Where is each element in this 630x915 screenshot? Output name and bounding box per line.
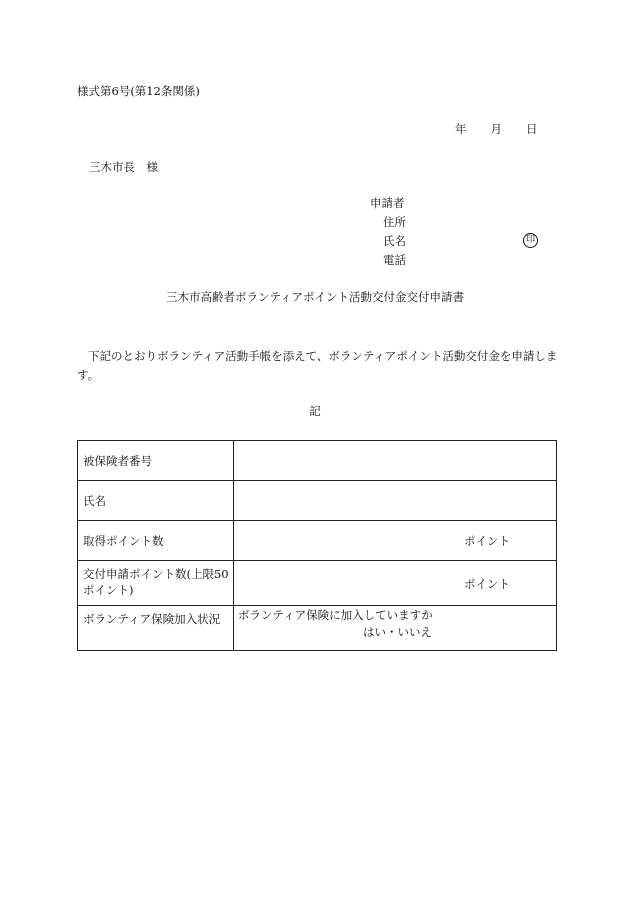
applicant-name-label: 氏名 xyxy=(383,234,406,248)
ki-heading: 記 xyxy=(309,404,321,418)
requested-points-field[interactable] xyxy=(234,561,557,606)
application-table xyxy=(77,440,557,651)
date-line xyxy=(455,124,538,136)
table-row xyxy=(78,481,557,521)
table-row xyxy=(78,561,557,606)
insurance-answer-options[interactable]: はい・いいえ xyxy=(363,625,432,639)
name-field[interactable] xyxy=(234,481,557,521)
applicant-phone-label: 電話 xyxy=(383,253,406,267)
row-label-insurance-status: ボランティア保険加入状況 xyxy=(78,606,234,651)
applicant-heading: 申請者 xyxy=(370,196,405,210)
table-row xyxy=(78,606,557,651)
applicant-address-label: 住所 xyxy=(383,215,406,229)
row-label-name: 氏名 xyxy=(78,481,234,521)
insurance-status-field[interactable] xyxy=(234,606,557,651)
date-month: 月 xyxy=(490,122,502,136)
document-title: 三木市高齢者ボランティアポイント活動交付金交付申請書 xyxy=(165,290,465,304)
table-row xyxy=(78,521,557,561)
insured-number-field[interactable] xyxy=(234,441,557,481)
row-label-requested-points: 交付申請ポイント数(上限50ポイント) xyxy=(78,561,234,606)
addressee: 三木市長 様 xyxy=(89,160,158,174)
body-text: 下記のとおりボランティア活動手帳を添えて、ボランティアポイント活動交付金を申請します。 xyxy=(77,349,558,382)
insurance-question: ボランティア保険に加入していますか xyxy=(238,608,433,622)
acquired-points-field[interactable] xyxy=(234,521,557,561)
date-day: 日 xyxy=(526,122,538,136)
row-label-acquired-points: 取得ポイント数 xyxy=(78,521,234,561)
table-row xyxy=(78,441,557,481)
acquired-points-unit: ポイント xyxy=(464,534,510,548)
row-label-insured-number: 被保険者番号 xyxy=(78,441,234,481)
date-year: 年 xyxy=(455,122,467,136)
form-number: 様式第6号(第12条関係) xyxy=(77,84,200,98)
applicant-block xyxy=(370,198,550,268)
requested-points-unit: ポイント xyxy=(464,577,510,591)
seal-icon: 印 xyxy=(523,233,538,248)
